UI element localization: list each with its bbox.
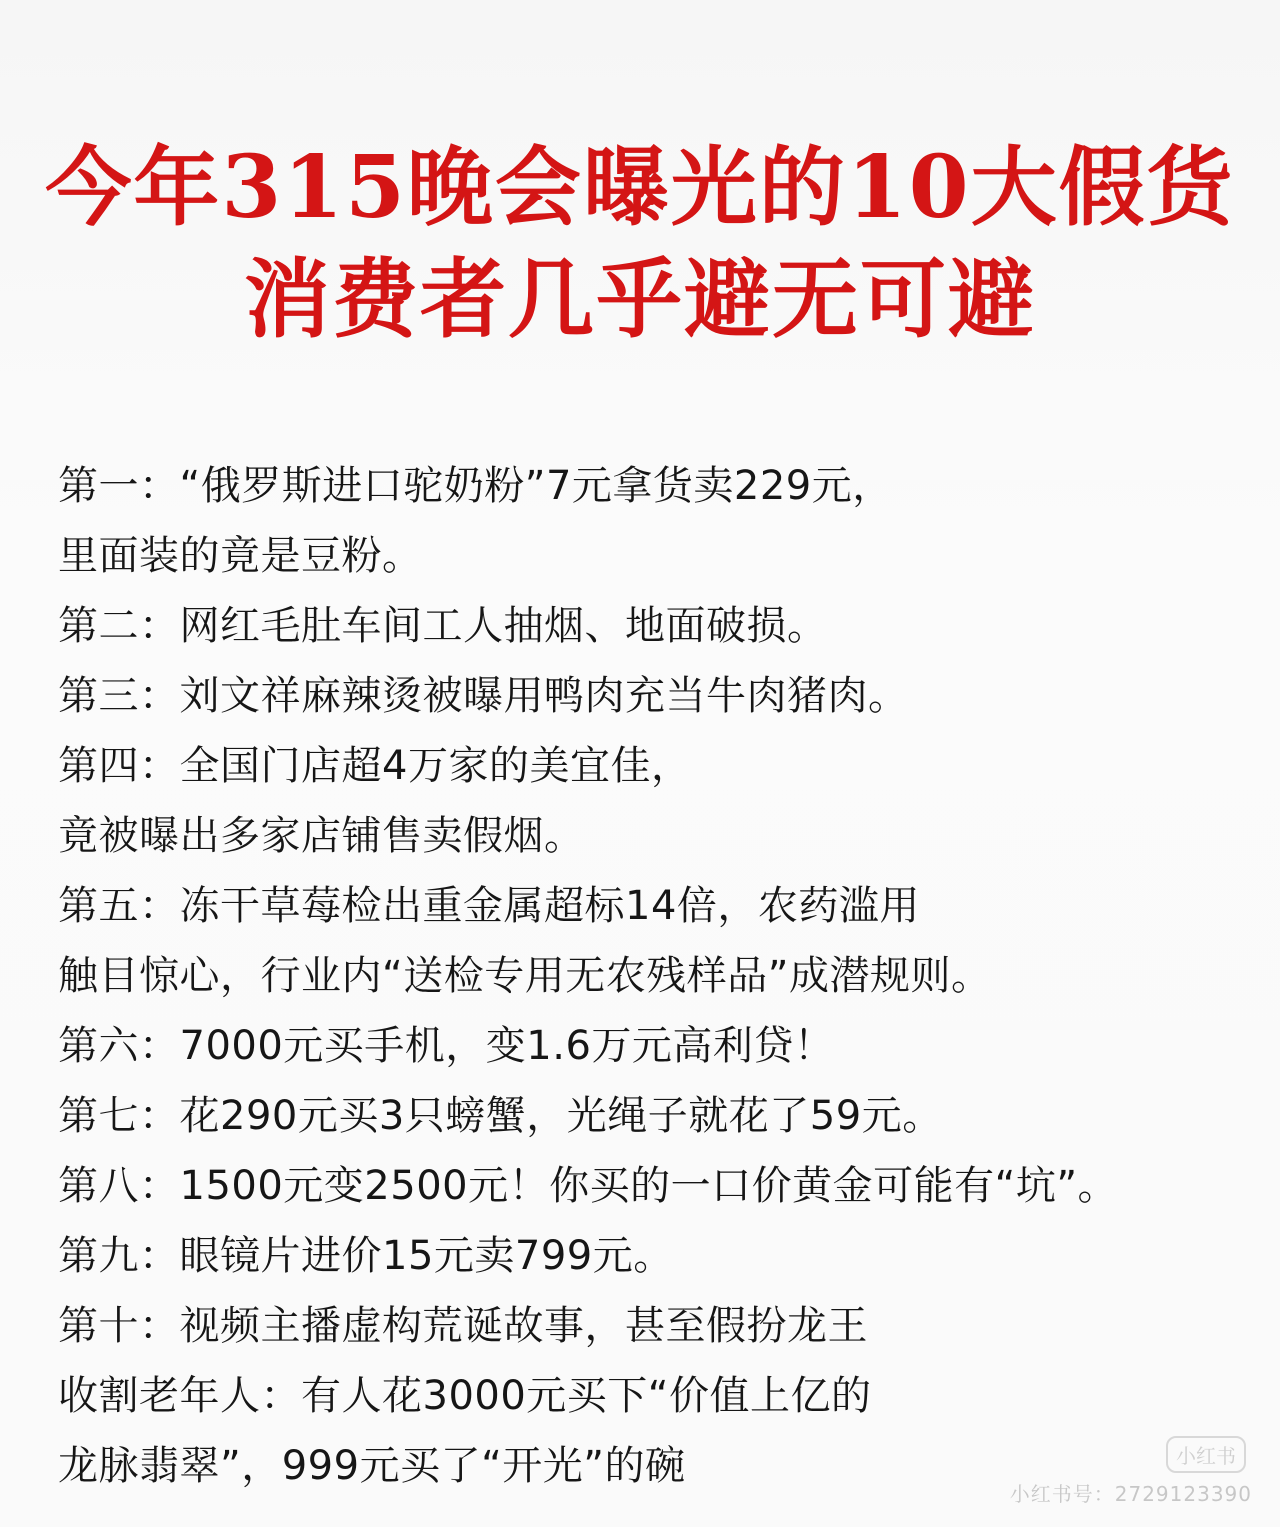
watermark-logo: 小红书 (1166, 1436, 1246, 1473)
title-line-1: 今年315晚会曝光的10大假货 (45, 137, 1235, 238)
text-line: 第六：7000元买手机，变1.6万元高利贷！ (58, 1023, 835, 1069)
text-line: 竟被曝出多家店铺售卖假烟。 (58, 813, 585, 859)
text-line: 第四：全国门店超4万家的美宜佳， (58, 743, 692, 789)
item-list (58, 451, 1238, 1501)
text-line: 收割老年人：有人花3000元买下“价值上亿的 (58, 1373, 872, 1419)
text-line: 里面装的竟是豆粉。 (58, 533, 423, 579)
text-line: 龙脉翡翠”，999元买了“开光”的碗 (58, 1443, 686, 1489)
text-line: 第五：冻干草莓检出重金属超标14倍，农药滥用 (58, 883, 920, 929)
text-line: 第八：1500元变2500元！你买的一口价黄金可能有“坑”。 (58, 1163, 1119, 1209)
text-line: 第九：眼镜片进价15元卖799元。 (58, 1233, 674, 1279)
text-line: 触目惊心，行业内“送检专用无农残样品”成潜规则。 (58, 953, 992, 999)
watermark-id: 小红书号：2729123390 (1009, 1482, 1252, 1506)
text-line: 第十：视频主播虚构荒诞故事，甚至假扮龙王 (58, 1303, 868, 1349)
title-line-2: 消费者几乎避无可避 (244, 249, 1036, 350)
text-line: 第二：网红毛肚车间工人抽烟、地面破损。 (58, 603, 828, 649)
text-line: 第一：“俄罗斯进口驼奶粉”7元拿货卖229元， (58, 463, 893, 509)
page-title (0, 132, 1280, 356)
text-line: 第三：刘文祥麻辣烫被曝用鸭肉充当牛肉猪肉。 (58, 673, 909, 719)
text-line: 第七：花290元买3只螃蟹，光绳子就花了59元。 (58, 1093, 943, 1139)
